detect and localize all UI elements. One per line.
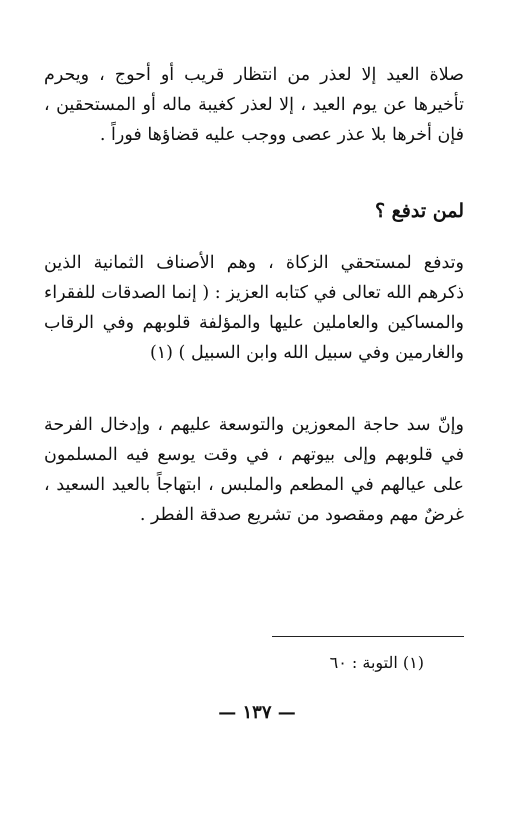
footnote: (١) التوبة : ٦٠: [329, 653, 424, 672]
footnote-divider: [272, 636, 464, 637]
paragraph-3: وإنّ سد حاجة المعوزين والتوسعة عليهم ، وإدخال الفرحة في قلوبهم وإلى بيوتهم ، في وقت يوسع فيه المسلمون على عيالهم في المطعم والملبس ، ابتهاجاً بالعيد السعيد ، غرضٌ مهم ومقصود من تشريع صدقة الفطر .: [44, 415, 464, 525]
page-number: — ١٣٧ —: [218, 702, 296, 723]
paragraph-2: وتدفع لمستحقي الزكاة ، وهم الأصناف الثمانية الذين ذكرهم الله تعالى في كتابه العزيز : ( إنما الصدقات للفقراء والمساكين والعاملين عليها والمؤلفة قلوبهم وفي الرقاب والغارمين وفي سبيل الله وابن السبيل ) (١): [44, 253, 464, 363]
paragraph-1: صلاة العيد إلا لعذر من انتظار قريب أو أحوج ، ويحرم تأخيرها عن يوم العيد ، إلا لعذر كغيبة ماله أو المستحقين ، فإن أخرها بلا عذر عصى ووجب عليه قضاؤها فوراً .: [44, 65, 464, 145]
section-heading: لمن تدفع ؟: [374, 200, 464, 222]
